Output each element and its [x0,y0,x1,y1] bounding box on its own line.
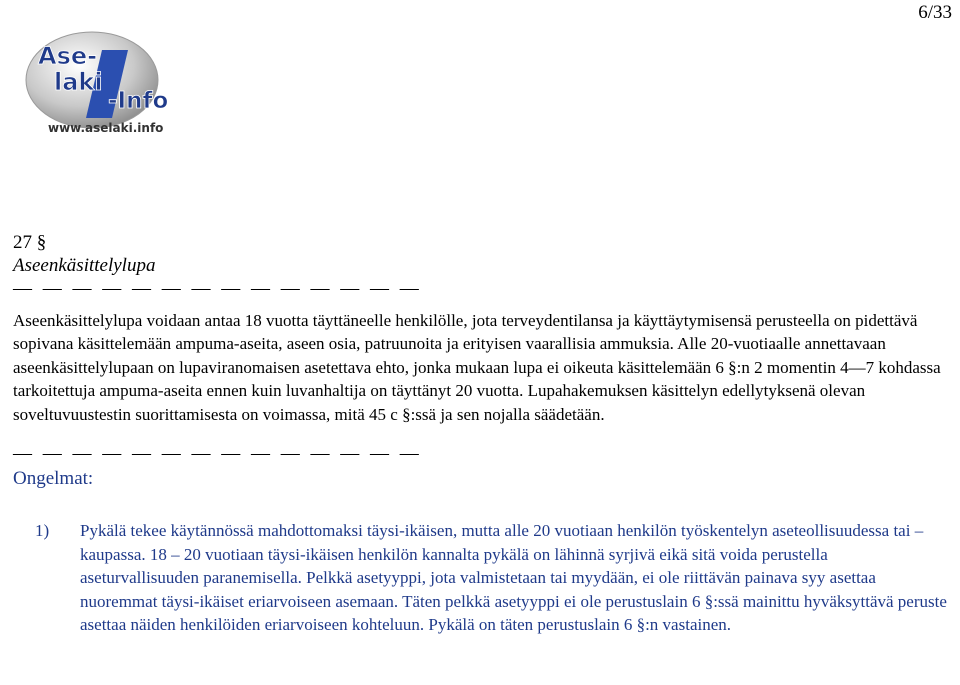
aselaki-info-logo [20,28,202,140]
page-number: 6/33 [918,2,952,23]
problem-number: 1) [35,521,50,541]
logo-text-ase: Ase- [38,42,98,70]
problems-heading: Ongelmat: [13,468,94,490]
separator-dashes-end: — — — — — — — — — — — — — — [13,443,422,465]
logo-text-laki: laki [54,68,103,96]
section-number: 27 § [13,232,47,253]
logo-url: www.aselaki.info [48,121,164,135]
problem-text: Pykälä tekee käytännössä mahdottomaksi täysi-ikäisen, mutta alle 20 vuotiaan henkilön työskentelyn aseteollisuudessa tai –kaupassa. 18 – 20 vuotiaan täysi-ikäisen henkilön kannalta pykälä on lähinnä syrjivä eikä sitä voida perustella aseturvallisuuden paranemisella. Pelkkä asetyyppi, jota valmistetaan tai myydään, ei ole riittävän painava syy asettaa nuoremmat täysi-ikäiset eriarvoiseen asemaan. Täten pelkkä asetyyppi ei ole perustuslain 6 §:ssä mainittu hyväksyttävä peruste asettaa näiden henkilöiden eriarvoiseen kohteluun. Pykälä on täten perustuslain 6 §:n vastainen. [80,521,947,635]
problem-item [13,519,948,637]
problems-list [13,519,948,637]
section-paragraph: Aseenkäsittelylupa voidaan antaa 18 vuotta täyttäneelle henkilölle, jota terveydentilansa ja käyttäytymisensä perusteella on pidettävä sopivana käsittelemään ampuma-aseita, aseen osia, patruunoita ja erityisen vaarallisia ammuksia. Alle 20-vuotiaalle annettavaan aseenkäsittelylupaan on lupaviranomaisen asetettava ehto, jonka mukaan lupa ei oikeuta käsittelemään 6 §:n 2 momentin 4—7 kohdassa tarkoitettuja ampuma-aseita ennen kuin luvanhaltija on täyttänyt 20 vuotta. Lupahakemuksen käsittelyn edellytyksenä olevan soveltuvuustestin suorittamisesta on voimassa, mitä 45 c §:ssä ja sen nojalla säädetään. [13,311,941,424]
logo-text-info: -Info [108,88,169,114]
section-title: Aseenkäsittelylupa [13,255,156,276]
document-body [13,232,948,637]
separator-dashes: — — — — — — — — — — — — — — [13,278,422,299]
